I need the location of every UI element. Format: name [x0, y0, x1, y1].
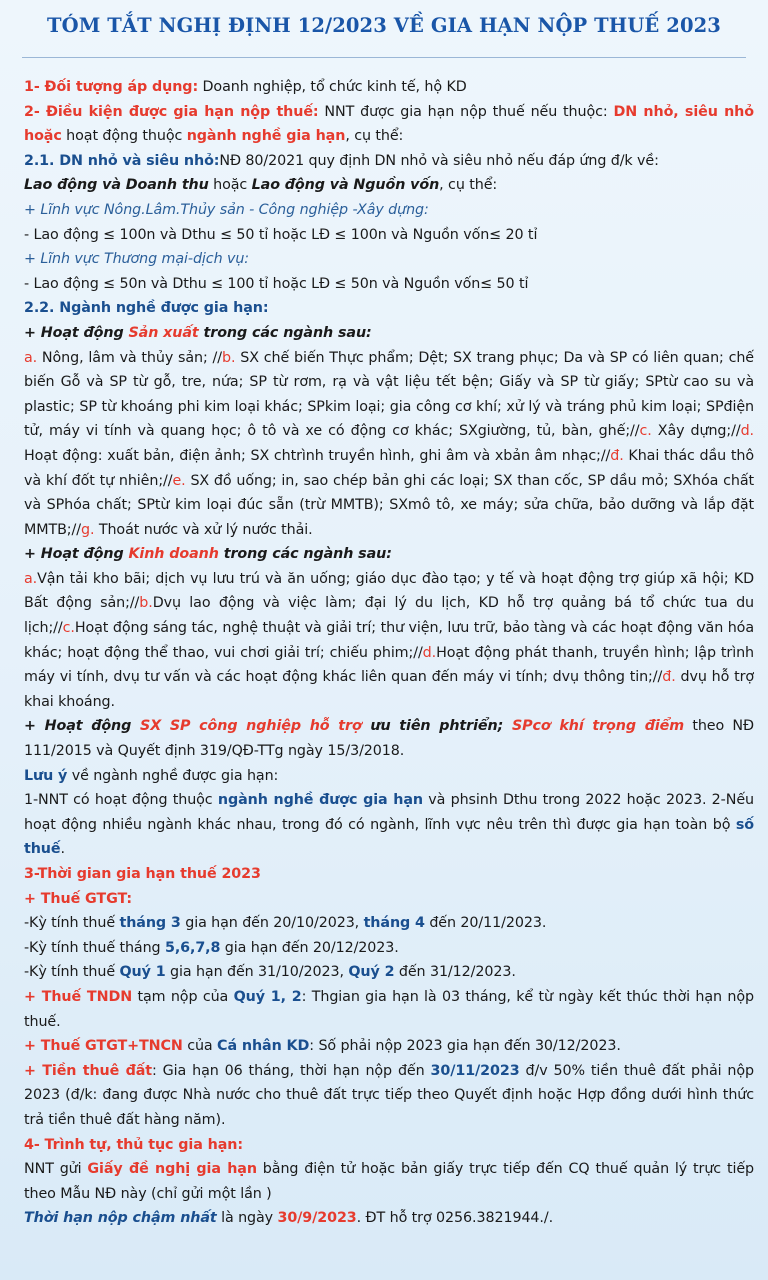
vat-line-monthly-5-8: -Kỳ tính thuế tháng 5,6,7,8 gia hạn đến 20/12/2023. — [24, 939, 399, 956]
section-2-1-heading: 2.1. DN nhỏ và siêu nhỏ:NĐ 80/2021 quy định DN nhỏ và siêu nhỏ nếu đáp ứng đ/k về: — [24, 152, 659, 169]
title-divider — [22, 57, 746, 58]
pit-line: + Thuế GTGT+TNCN của Cá nhân KD: Số phải nộp 2023 gia hạn đến 30/12/2023. — [24, 1038, 621, 1055]
business-sectors: a.Vận tải kho bãi; dịch vụ lưu trú và ăn uống; giáo dục đào tạo; y tế và hoạt động trợ giúp xã hội; KD Bất động sản;//b.Dvụ lao động và việc làm; đại lý du lịch, KD hỗ trợ quảng bá tổ chức tua du lịch;//c.Hoạt động sáng tác, nghệ thuật và giải trí; thư viện, lưu trữ, bảo tàng và các hoạt động văn hóa khác; hoạt động thể thao, vui chơi giải trí; chiếu phim;//d.Hoạt động phát thanh, truyền hình; lập trình máy vi tính, dvụ tư vấn và các hoạt động khác liên quan đến máy vi tính; dvụ thông tin;//đ. dvụ hỗ trợ khai khoáng. — [24, 570, 755, 710]
section-2-2-heading: 2.2. Ngành nghề được gia hạn: — [24, 300, 269, 317]
production-heading: + Hoạt động Sản xuất trong các ngành sau: — [24, 324, 372, 341]
section-2: 2- Điều kiện được gia hạn nộp thuế: NNT được gia hạn nộp thuế nếu thuộc: DN nhỏ, siêu nhỏ hoặc hoạt động thuộc ngành nghề gia hạn, cụ thể: — [24, 103, 754, 145]
land-rent-line: + Tiền thuê đất: Gia hạn 06 tháng, thời hạn nộp đến 30/11/2023 đ/v 50% tiền thuê đất phải nộp 2023 (đ/k: đang được Nhà nước cho thuê đất trực tiếp theo Quyết định hoặc Hợp đồng dưới hình thức trả tiền thuê đất hàng năm). — [24, 1062, 754, 1128]
criteria-trade-service: - Lao động ≤ 50n và Dthu ≤ 100 tỉ hoặc LĐ ≤ 50n và Nguồn vốn≤ 50 tỉ — [24, 275, 529, 292]
deadline-line: Thời hạn nộp chậm nhất là ngày 30/9/2023. ĐT hỗ trợ 0256.3821944./. — [24, 1210, 554, 1227]
page-title: TÓM TẮT NGHỊ ĐỊNH 12/2023 VỀ GIA HẠN NỘP THUẾ 2023 — [47, 14, 721, 37]
vat-line-quarterly: -Kỳ tính thuế Quý 1 gia hạn đến 31/10/2023, Quý 2 đến 31/12/2023. — [24, 964, 516, 981]
vat-heading: + Thuế GTGT: — [24, 890, 132, 907]
vat-line-monthly-3-4: -Kỳ tính thuế tháng 3 gia hạn đến 20/10/2023, tháng 4 đến 20/11/2023. — [24, 915, 547, 932]
note-body: 1-NNT có hoạt động thuộc ngành nghề được gia hạn và phsinh Dthu trong 2022 hoặc 2023. 2-Nếu hoạt động nhiều ngành khác nhau, trong đó có ngành, lĩnh vực nêu trên thì được gia hạn toàn bộ số thuế. — [24, 792, 754, 858]
note-heading: Lưu ý về ngành nghề được gia hạn: — [24, 767, 279, 784]
section-2-1-criteria: Lao động và Doanh thu hoặc Lao động và Nguồn vốn, cụ thể: — [24, 177, 498, 194]
procedure-body: NNT gửi Giấy đề nghị gia hạn bằng điện tử hoặc bản giấy trực tiếp đến CQ thuế quản lý trực tiếp theo Mẫu NĐ này (chỉ gửi một lần ) — [24, 1161, 754, 1202]
production-sectors: a. Nông, lâm và thủy sản; //b. SX chế biến Thực phẩm; Dệt; SX trang phục; Da và SP có liên quan; chế biến Gỗ và SP từ gỗ, tre, nứa; SP từ rơm, rạ và vật liệu tết bện; Giấy và SP từ giấy; SPtừ cao su và plastic; SP từ khoáng phi kim loại khác; SPkim loại; gia công cơ khí; xử lý và tráng phủ kim loại; SPđiện tử, máy vi tính và quang học; ô tô và xe có động cơ khác; SXgiường, tủ, bàn, ghế;//c. Xây dựng;//d. Hoạt động: xuất bản, điện ảnh; SX chtrình truyền hình, ghi âm và xbản âm nhạc;//đ. Khai thác dầu thô và khí đốt tự nhiên;//e. SX đồ uống; in, sao chép bản ghi các loại; SX than cốc, SP dầu mỏ; SXhóa chất và SPhóa chất; SPtừ kim loại đúc sẵn (trừ MMTB); SXmô tô, xe máy; sửa chữa, bảo dưỡng và lắp đặt MMTB;//g. Thoát nước và xử lý nước thải. — [24, 349, 754, 538]
cit-line: + Thuế TNDN tạm nộp của Quý 1, 2: Thgian gia hạn là 03 tháng, kể từ ngày kết thúc thời hạn nộp thuế. — [24, 988, 754, 1030]
criteria-agriculture-industry: - Lao động ≤ 100n và Dthu ≤ 50 tỉ hoặc LĐ ≤ 100n và Nguồn vốn≤ 20 tỉ — [24, 226, 538, 243]
supporting-industry: + Hoạt động SX SP công nghiệp hỗ trợ ưu tiên phtriển; SPcơ khí trọng điểm theo NĐ 111/2015 và Quyết định 319/QĐ-TTg ngày 15/3/2018. — [24, 718, 755, 760]
section-1: 1- Đối tượng áp dụng: Doanh nghiệp, tổ chức kinh tế, hộ KD — [24, 79, 467, 95]
business-heading: + Hoạt động Kinh doanh trong các ngành sau: — [24, 546, 392, 563]
document-body — [24, 75, 754, 1231]
field-trade-service: + Lĩnh vực Thương mại-dịch vụ: — [24, 251, 250, 268]
section-4-heading: 4- Trình tự, thủ tục gia hạn: — [24, 1136, 243, 1153]
section-3-heading: 3-Thời gian gia hạn thuế 2023 — [24, 866, 261, 882]
field-agriculture-industry: + Lĩnh vực Nông.Lâm.Thủy sản - Công nghiệp -Xây dựng: — [24, 201, 429, 218]
